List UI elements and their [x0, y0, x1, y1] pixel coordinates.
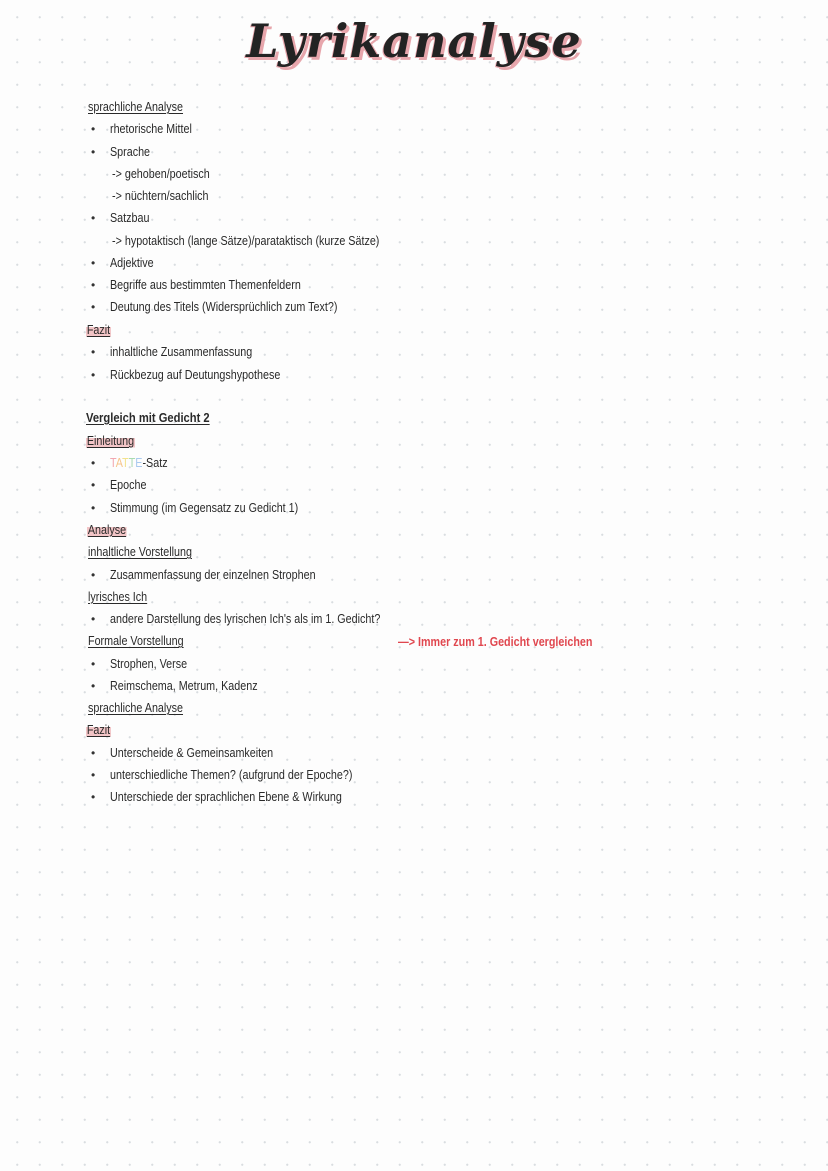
bullet-icon: • — [91, 278, 96, 292]
bullet-icon: • — [91, 746, 96, 760]
list-item-tatte-satz — [110, 455, 168, 471]
tatte-letter: T — [122, 456, 129, 470]
list-item: andere Darstellung des lyrischen Ich's als im 1. Gedicht? — [110, 612, 381, 626]
list-item: Satzbau — [110, 211, 150, 225]
list-item: Epoche — [110, 478, 147, 492]
tatte-suffix: -Satz — [142, 456, 168, 470]
section-heading-sprachliche-analyse: sprachliche Analyse — [88, 100, 184, 114]
bullet-icon: • — [91, 790, 96, 804]
list-item: rhetorische Mittel — [110, 122, 192, 136]
bullet-icon: • — [91, 211, 96, 225]
section-heading-einleitung: Einleitung — [86, 434, 135, 448]
list-item: Stimmung (im Gegensatz zu Gedicht 1) — [110, 501, 299, 515]
bullet-icon: • — [91, 679, 96, 693]
bullet-icon: • — [91, 300, 96, 314]
subheading-formale-vorstellung: Formale Vorstellung — [88, 634, 184, 648]
annotation-note: —> Immer zum 1. Gedicht vergleichen — [398, 635, 593, 649]
bullet-icon: • — [91, 145, 96, 159]
bullet-icon: • — [91, 657, 96, 671]
list-item: Rückbezug auf Deutungshypothese — [110, 368, 281, 382]
page-title: Lyrikanalyse — [246, 14, 582, 68]
list-item: Deutung des Titels (Widersprüchlich zum Text?) — [110, 300, 338, 314]
bullet-icon: • — [91, 501, 96, 515]
list-item: Unterschiede der sprachlichen Ebene & Wirkung — [110, 790, 342, 804]
bullet-icon: • — [91, 768, 96, 782]
list-item: unterschiedliche Themen? (aufgrund der Epoche?) — [110, 768, 353, 782]
tatte-letter: E — [135, 456, 143, 470]
subheading-lyrisches-ich: lyrisches Ich — [88, 590, 148, 604]
list-item: Reimschema, Metrum, Kadenz — [110, 679, 258, 693]
list-subitem: -> gehoben/poetisch — [112, 167, 210, 181]
list-item: Sprache — [110, 145, 151, 159]
tatte-letter: T — [128, 456, 136, 470]
section-heading-fazit-2: Fazit — [86, 723, 111, 737]
bullet-icon: • — [91, 256, 96, 270]
subheading-inhaltliche-vorstellung: inhaltliche Vorstellung — [88, 545, 192, 559]
list-subitem: -> hypotaktisch (lange Sätze)/parataktisch (kurze Sätze) — [112, 234, 380, 248]
section-heading-analyse: Analyse — [87, 523, 127, 537]
list-item: Begriffe aus bestimmten Themenfeldern — [110, 278, 301, 292]
list-item: Unterscheide & Gemeinsamkeiten — [110, 746, 274, 760]
bullet-icon: • — [91, 478, 96, 492]
tatte-letter: T — [110, 456, 116, 470]
bullet-icon: • — [91, 456, 96, 470]
bullet-icon: • — [91, 345, 96, 359]
list-item: inhaltliche Zusammenfassung — [110, 345, 253, 359]
bullet-icon: • — [91, 368, 96, 382]
subheading-sprachliche-analyse: sprachliche Analyse — [88, 701, 184, 715]
list-item: Strophen, Verse — [110, 657, 188, 671]
section-heading-fazit: Fazit — [86, 323, 111, 337]
section-heading-vergleich: Vergleich mit Gedicht 2 — [86, 410, 210, 425]
list-item: Zusammenfassung der einzelnen Strophen — [110, 568, 316, 582]
list-subitem: -> nüchtern/sachlich — [112, 189, 209, 203]
bullet-icon: • — [91, 612, 96, 626]
list-item: Adjektive — [110, 256, 154, 270]
bullet-icon: • — [91, 122, 96, 136]
bullet-icon: • — [91, 568, 96, 582]
tatte-letter: A — [115, 456, 123, 470]
